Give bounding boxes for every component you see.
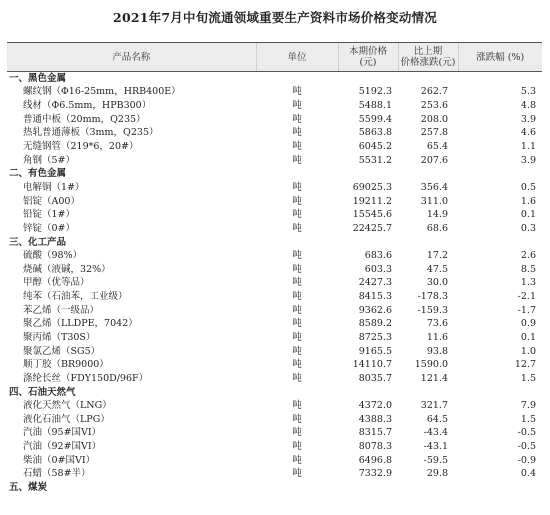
table-row xyxy=(7,181,542,195)
empty-cell xyxy=(338,235,398,249)
header-product-name: 产品名称 xyxy=(7,43,256,72)
percent-change: 1.6 xyxy=(520,195,536,207)
percent-change: -0.5 xyxy=(517,427,536,439)
empty-cell xyxy=(256,235,338,249)
current-price: 8415.3 xyxy=(358,291,392,303)
empty-cell xyxy=(398,235,458,249)
price-change: -159.3 xyxy=(417,304,448,316)
percent-change: 4.8 xyxy=(520,100,536,112)
percent-change: 0.1 xyxy=(520,331,536,343)
current-price: 5863.8 xyxy=(358,127,392,139)
table-row xyxy=(7,140,542,154)
product-unit: 吨 xyxy=(292,222,302,234)
product-name: 甲醇（优等品） xyxy=(23,277,90,289)
product-name: 普通中板（20mm，Q235） xyxy=(23,113,146,125)
product-name: 石蜡（58#半） xyxy=(23,468,91,480)
percent-change: -0.5 xyxy=(517,441,536,453)
table-row xyxy=(7,372,542,386)
price-change: 311.0 xyxy=(420,195,448,207)
table-row xyxy=(7,85,542,99)
table-body xyxy=(7,72,542,495)
empty-cell xyxy=(398,72,458,86)
price-change: 68.6 xyxy=(426,222,448,234)
product-unit: 吨 xyxy=(292,345,302,357)
current-price: 6496.8 xyxy=(358,454,392,466)
price-change: 207.6 xyxy=(420,154,448,166)
category-name: 五、煤炭 xyxy=(9,482,48,494)
current-price: 603.3 xyxy=(364,263,392,275)
product-unit: 吨 xyxy=(292,331,302,343)
product-unit: 吨 xyxy=(292,250,302,262)
product-unit: 吨 xyxy=(292,209,302,221)
price-change: 29.8 xyxy=(426,468,448,480)
table-row xyxy=(7,222,542,236)
percent-change: 4.6 xyxy=(520,127,536,139)
empty-cell xyxy=(398,481,458,495)
table-row xyxy=(7,358,542,372)
percent-change: 0.3 xyxy=(520,222,536,234)
table-header xyxy=(7,43,542,72)
percent-change: 0.5 xyxy=(520,181,536,193)
empty-cell xyxy=(458,385,542,399)
price-change: 93.8 xyxy=(426,345,448,357)
current-price: 8078.3 xyxy=(358,441,392,453)
percent-change: 0.9 xyxy=(520,318,536,330)
current-price: 6045.2 xyxy=(358,141,392,153)
product-unit: 吨 xyxy=(292,277,302,289)
product-name: 苯乙烯（一级品） xyxy=(23,304,100,316)
price-change: 17.2 xyxy=(426,250,448,262)
table-row xyxy=(7,99,542,113)
price-change: 64.5 xyxy=(426,413,448,425)
product-name: 顺丁胶（BR9000） xyxy=(23,359,109,371)
percent-change: 12.7 xyxy=(514,359,536,371)
current-price: 22425.7 xyxy=(352,222,392,234)
product-name: 铝锭（A00） xyxy=(23,195,80,207)
current-price: 8589.2 xyxy=(358,318,392,330)
product-name: 聚丙烯（T30S） xyxy=(23,331,96,343)
table-row xyxy=(7,303,542,317)
current-price: 5599.4 xyxy=(358,113,392,125)
table-row xyxy=(7,331,542,345)
price-change: 208.0 xyxy=(420,113,448,125)
product-name: 液化天然气（LNG） xyxy=(23,400,112,412)
price-change: 257.8 xyxy=(420,127,448,139)
table-row xyxy=(7,194,542,208)
product-name: 硫酸（98%） xyxy=(23,250,83,262)
price-change: 47.5 xyxy=(426,263,448,275)
product-name: 柴油（0#国VI） xyxy=(23,454,96,466)
current-price: 4372.0 xyxy=(358,400,392,412)
current-price: 7332.9 xyxy=(358,468,392,480)
category-name: 四、石油天然气 xyxy=(9,386,76,398)
table-row xyxy=(7,426,542,440)
price-change: 321.7 xyxy=(420,400,448,412)
category-row xyxy=(7,167,542,181)
product-unit: 吨 xyxy=(292,413,302,425)
percent-change: -0.9 xyxy=(517,454,536,466)
price-change: 121.4 xyxy=(420,372,448,384)
product-unit: 吨 xyxy=(292,359,302,371)
percent-change: 5.3 xyxy=(520,86,536,98)
percent-change: 1.5 xyxy=(520,372,536,384)
percent-change: -1.7 xyxy=(517,304,536,316)
percent-change: 0.1 xyxy=(520,209,536,221)
percent-change: 3.9 xyxy=(520,113,536,125)
current-price: 683.6 xyxy=(364,250,392,262)
category-row xyxy=(7,385,542,399)
product-name: 烧碱（液碱，32%） xyxy=(23,263,111,275)
empty-cell xyxy=(398,167,458,181)
empty-cell xyxy=(338,385,398,399)
price-change: -43.4 xyxy=(423,427,448,439)
product-unit: 吨 xyxy=(292,304,302,316)
price-change: 356.4 xyxy=(420,181,448,193)
product-name: 汽油（92#国VI） xyxy=(23,441,102,453)
price-change: 262.7 xyxy=(420,86,448,98)
category-row xyxy=(7,481,542,495)
current-price: 4388.3 xyxy=(358,413,392,425)
price-change: -178.3 xyxy=(417,291,448,303)
current-price: 15545.6 xyxy=(352,209,392,221)
product-unit: 吨 xyxy=(292,154,302,166)
empty-cell xyxy=(458,481,542,495)
current-price: 5192.3 xyxy=(358,86,392,98)
table-row xyxy=(7,262,542,276)
product-unit: 吨 xyxy=(292,181,302,193)
percent-change: 8.5 xyxy=(520,263,536,275)
product-unit: 吨 xyxy=(292,113,302,125)
product-name: 铅锭（1#） xyxy=(23,209,76,221)
table-row xyxy=(7,126,542,140)
percent-change: 3.9 xyxy=(520,154,536,166)
current-price: 19211.2 xyxy=(352,195,392,207)
header-price-change: 比上期 价格涨跌(元) xyxy=(398,43,458,72)
product-name: 线材（Φ6.5mm，HPB300） xyxy=(23,100,152,112)
product-unit: 吨 xyxy=(292,141,302,153)
product-unit: 吨 xyxy=(292,372,302,384)
empty-cell xyxy=(338,167,398,181)
empty-cell xyxy=(256,167,338,181)
header-current-price: 本期价格 (元) xyxy=(338,43,398,72)
product-name: 螺纹钢（Φ16-25mm，HRB400E） xyxy=(23,86,181,98)
current-price: 5531.2 xyxy=(358,154,392,166)
category-row xyxy=(7,235,542,249)
product-unit: 吨 xyxy=(292,291,302,303)
table-row xyxy=(7,440,542,454)
table-row xyxy=(7,467,542,481)
price-change: 14.9 xyxy=(426,209,448,221)
price-change: 65.4 xyxy=(426,141,448,153)
empty-cell xyxy=(256,385,338,399)
product-name: 锌锭（0#） xyxy=(23,222,76,234)
table-row xyxy=(7,344,542,358)
price-change: 11.6 xyxy=(426,331,448,343)
empty-cell xyxy=(458,235,542,249)
price-table xyxy=(7,42,542,494)
current-price: 8035.7 xyxy=(358,372,392,384)
price-change: 253.6 xyxy=(420,100,448,112)
table-row xyxy=(7,249,542,263)
empty-cell xyxy=(398,385,458,399)
table-row xyxy=(7,112,542,126)
current-price: 8315.7 xyxy=(358,427,392,439)
table-row xyxy=(7,290,542,304)
current-price: 69025.3 xyxy=(352,181,392,193)
product-unit: 吨 xyxy=(292,100,302,112)
category-name: 一、黑色金属 xyxy=(9,73,67,85)
page-title: 2021年7月中旬流通领域重要生产资料市场价格变动情况 xyxy=(113,10,437,25)
price-change: -59.5 xyxy=(423,454,448,466)
empty-cell xyxy=(458,167,542,181)
product-unit: 吨 xyxy=(292,427,302,439)
product-unit: 吨 xyxy=(292,263,302,275)
percent-change: 0.4 xyxy=(520,468,536,480)
percent-change: 7.9 xyxy=(520,400,536,412)
current-price: 5488.1 xyxy=(358,100,392,112)
product-name: 电解铜（1#） xyxy=(23,181,85,193)
product-unit: 吨 xyxy=(292,454,302,466)
product-unit: 吨 xyxy=(292,127,302,139)
percent-change: 1.3 xyxy=(520,277,536,289)
current-price: 9165.5 xyxy=(358,345,392,357)
product-name: 聚氯乙烯（SG5） xyxy=(23,345,101,357)
current-price: 2427.3 xyxy=(358,277,392,289)
product-unit: 吨 xyxy=(292,195,302,207)
product-unit: 吨 xyxy=(292,318,302,330)
product-name: 无缝钢管（219*6，20#） xyxy=(23,141,139,153)
price-change: -43.1 xyxy=(423,441,448,453)
current-price: 9362.6 xyxy=(358,304,392,316)
price-change: 30.0 xyxy=(426,277,448,289)
category-row xyxy=(7,72,542,86)
empty-cell xyxy=(256,72,338,86)
header-percent-change: 涨跌幅 (%) xyxy=(458,43,542,72)
product-name: 角钢（5#） xyxy=(23,154,76,166)
product-unit: 吨 xyxy=(292,441,302,453)
product-name: 聚乙烯（LLDPE，7042） xyxy=(23,318,138,330)
product-unit: 吨 xyxy=(292,86,302,98)
product-name: 涤纶长丝（FDY150D/96F） xyxy=(23,372,149,384)
empty-cell xyxy=(338,481,398,495)
empty-cell xyxy=(458,72,542,86)
product-unit: 吨 xyxy=(292,468,302,480)
table-row xyxy=(7,413,542,427)
table-row xyxy=(7,399,542,413)
table-row xyxy=(7,317,542,331)
product-name: 汽油（95#国VI） xyxy=(23,427,102,439)
product-unit: 吨 xyxy=(292,400,302,412)
table-row xyxy=(7,453,542,467)
percent-change: 1.0 xyxy=(520,345,536,357)
product-name: 液化石油气（LPG） xyxy=(23,413,110,425)
current-price: 14110.7 xyxy=(352,359,392,371)
table-row xyxy=(7,276,542,290)
table-row xyxy=(7,153,542,167)
empty-cell xyxy=(338,72,398,86)
price-change: 1590.0 xyxy=(414,359,448,371)
percent-change: 1.5 xyxy=(520,413,536,425)
empty-cell xyxy=(256,481,338,495)
percent-change: 1.1 xyxy=(520,141,536,153)
current-price: 8725.3 xyxy=(358,331,392,343)
category-name: 二、有色金属 xyxy=(9,168,67,180)
table-row xyxy=(7,208,542,222)
price-change: 73.6 xyxy=(426,318,448,330)
product-name: 纯苯（石油苯，工业级） xyxy=(23,291,128,303)
percent-change: -2.1 xyxy=(517,291,536,303)
header-unit: 单位 xyxy=(256,43,338,72)
category-name: 三、化工产品 xyxy=(9,236,67,248)
product-name: 热轧普通薄板（3mm，Q235） xyxy=(23,127,159,139)
percent-change: 2.6 xyxy=(520,250,536,262)
